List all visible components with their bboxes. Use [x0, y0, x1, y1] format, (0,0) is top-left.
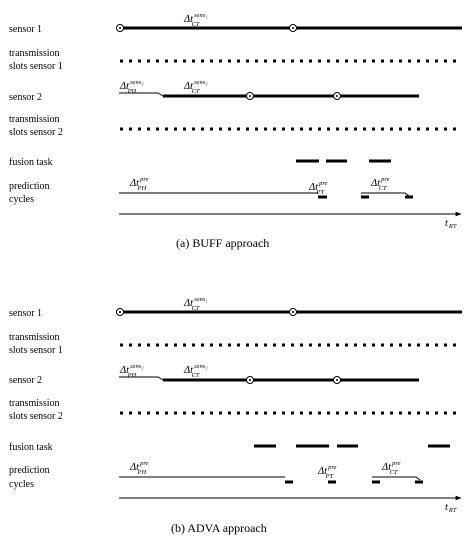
- caption-adva: (b) ADVA approach: [171, 521, 267, 535]
- annotation-ct-pre: $\Delta t^{pre}$ CT: [382, 460, 401, 476]
- label-cycles: cycles: [9, 194, 34, 205]
- label-fusion-task: fusion task: [9, 157, 53, 168]
- annotation-ct-sens1: $\Delta t^{sens_1}$ CT: [184, 296, 208, 312]
- sensor-2-sample-marker-dot: [249, 95, 251, 97]
- annotation-pt-pre: $\Delta t^{pre}$ PT: [309, 180, 328, 196]
- sensor-2-ph-line: [119, 377, 163, 380]
- caption-buff: (a) BUFF approach: [176, 236, 270, 250]
- prediction-ct-line: [372, 477, 420, 480]
- annotation-ph-sens2: $\Delta t^{sens_2}$ PH: [120, 79, 144, 95]
- sensor-1-sample-marker-dot: [292, 311, 294, 313]
- label-transmission-1a: transmission: [9, 48, 60, 59]
- annotation-ct-sens1: $\Delta t^{sens_1}$ CT: [184, 12, 208, 28]
- panel-adva: [9, 296, 462, 535]
- sensor-1-sample-marker-dot: [292, 27, 294, 29]
- annotation-ct-pre: $\Delta t^{pre}$ CT: [371, 176, 390, 192]
- time-axis-label: tRT: [445, 218, 457, 230]
- sensor-1-sample-marker-dot: [119, 311, 121, 313]
- annotation-ph-sens2: $\Delta t^{sens_2}$ PH: [120, 363, 144, 379]
- label-sensor-1: sensor 1: [9, 308, 43, 319]
- label-transmission-1a: transmission: [9, 332, 60, 343]
- label-sensor-2: sensor 2: [9, 375, 43, 386]
- sensor-2-sample-marker-dot: [336, 95, 338, 97]
- annotation-ph-pre: $\Delta t^{pre}$ PH: [130, 460, 149, 476]
- label-cycles: cycles: [9, 479, 34, 490]
- label-transmission-2a: transmission: [9, 114, 60, 125]
- sensor-2-ph-line: [119, 93, 163, 96]
- label-transmission-2a: transmission: [9, 398, 60, 409]
- label-prediction: prediction: [9, 181, 50, 192]
- annotation-ph-pre: $\Delta t^{pre}$ PH: [130, 176, 149, 192]
- annotation-ct-sens2: $\Delta t^{sens_2}$ CT: [184, 363, 208, 379]
- label-fusion-task: fusion task: [9, 442, 53, 453]
- label-transmission-2b: slots sensor 2: [9, 411, 63, 422]
- label-sensor-2: sensor 2: [9, 92, 43, 103]
- label-sensor-1: sensor 1: [9, 24, 43, 35]
- sensor-2-sample-marker-dot: [336, 379, 338, 381]
- annotation-pt-pre: $\Delta t^{pre}$ PT: [318, 464, 337, 480]
- label-prediction: prediction: [9, 465, 50, 476]
- label-transmission-1b: slots sensor 1: [9, 61, 63, 72]
- panel-buff: [9, 12, 462, 250]
- label-transmission-2b: slots sensor 2: [9, 127, 63, 138]
- label-transmission-1b: slots sensor 1: [9, 345, 63, 356]
- annotation-ct-sens2: $\Delta t^{sens_2}$ CT: [184, 79, 208, 95]
- sensor-2-sample-marker-dot: [249, 379, 251, 381]
- sensor-1-sample-marker-dot: [119, 27, 121, 29]
- time-axis-label: tRT: [445, 502, 457, 514]
